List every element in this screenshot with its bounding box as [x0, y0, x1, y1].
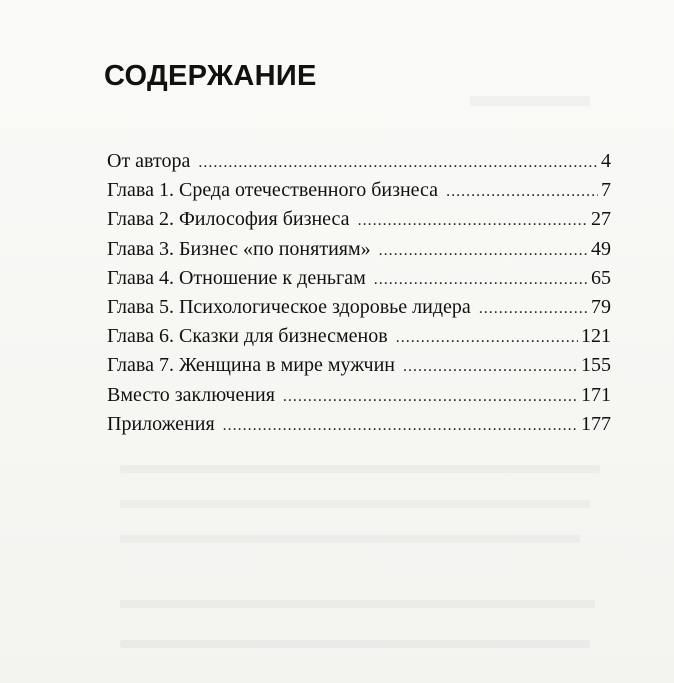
toc-entry-page: 65 — [591, 266, 611, 289]
toc-entry-label: Глава 1. Среда отечественного бизнеса — [107, 179, 439, 202]
toc-entry-page: 155 — [581, 354, 611, 377]
toc-dot-leader — [283, 388, 578, 406]
toc-dot-leader — [374, 271, 588, 289]
page-title: СОДЕРЖАНИЕ — [104, 60, 317, 92]
toc-entry-label: Вместо заключения — [107, 383, 275, 406]
bleed-through-mark — [120, 600, 595, 608]
toc-entry-page: 121 — [581, 325, 611, 348]
toc-entry-page: 177 — [581, 412, 611, 435]
toc-entry — [107, 150, 611, 179]
bleed-through-mark — [120, 640, 590, 648]
toc-dot-leader — [198, 154, 598, 172]
toc-entry — [107, 296, 611, 325]
toc-entry — [107, 325, 611, 354]
bleed-through-mark — [120, 500, 590, 508]
table-of-contents — [107, 150, 611, 442]
toc-dot-leader — [403, 358, 578, 376]
toc-entry-page: 49 — [591, 237, 611, 260]
toc-entry — [107, 179, 611, 208]
toc-entry-label: Приложения — [107, 412, 215, 435]
toc-dot-leader — [479, 300, 588, 318]
bleed-through-mark — [120, 535, 580, 543]
toc-entry-label: Глава 2. Философия бизнеса — [107, 208, 350, 231]
toc-dot-leader — [358, 212, 588, 230]
toc-entry — [107, 238, 611, 267]
toc-entry-page: 7 — [601, 179, 611, 202]
toc-dot-leader — [223, 417, 578, 435]
toc-entry-page: 27 — [591, 208, 611, 231]
toc-entry-label: От автора — [107, 150, 191, 172]
toc-dot-leader — [379, 242, 588, 260]
toc-entry-page: 79 — [591, 295, 611, 318]
toc-entry — [107, 384, 611, 413]
toc-entry — [107, 208, 611, 237]
toc-entry-label: Глава 5. Психологическое здоровье лидера — [107, 295, 471, 318]
toc-entry-label: Глава 6. Сказки для бизнесменов — [107, 325, 388, 348]
bleed-through-mark — [470, 96, 590, 106]
toc-entry-page: 171 — [581, 383, 611, 406]
toc-entry — [107, 413, 611, 442]
toc-entry-label: Глава 7. Женщина в мире мужчин — [107, 354, 395, 377]
toc-entry-page: 4 — [601, 150, 611, 172]
bleed-through-mark — [120, 465, 600, 473]
toc-dot-leader — [446, 183, 598, 201]
toc-entry — [107, 354, 611, 383]
toc-dot-leader — [396, 329, 578, 347]
toc-entry-label: Глава 4. Отношение к деньгам — [107, 266, 366, 289]
toc-entry-label: Глава 3. Бизнес «по понятиям» — [107, 237, 371, 260]
toc-entry — [107, 267, 611, 296]
